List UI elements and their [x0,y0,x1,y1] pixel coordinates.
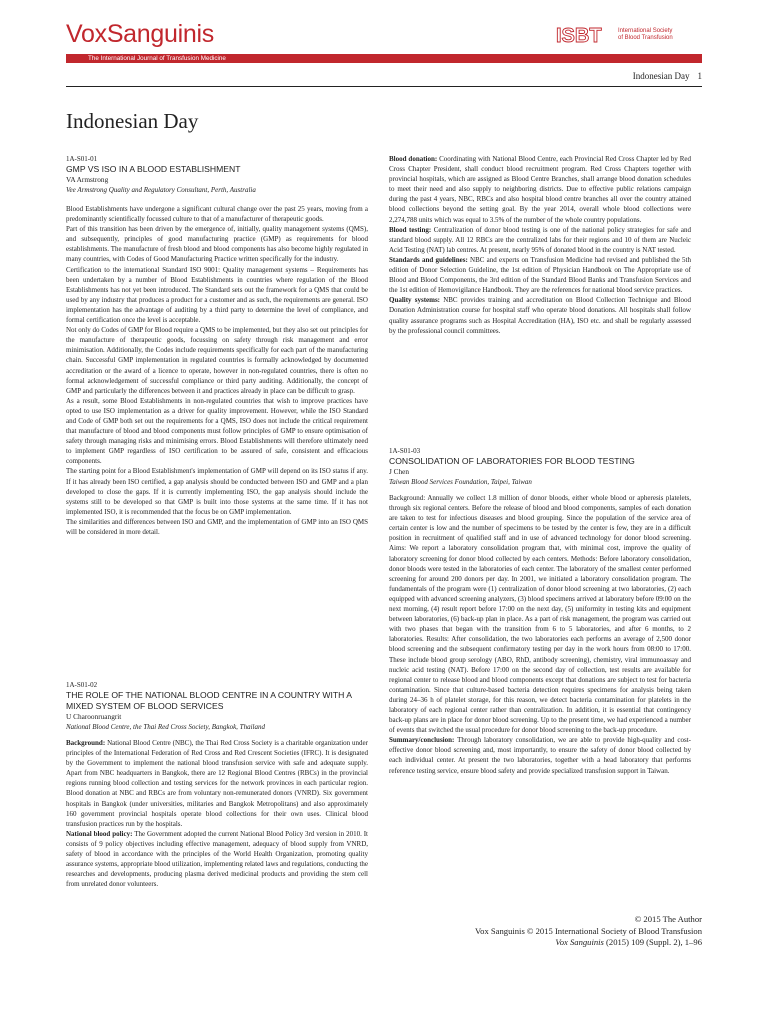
isbt-logo-text: ISBT [556,25,602,46]
masthead-bar [66,54,702,63]
page-number: 1 [697,71,702,81]
isbt-name-line1: International Society [618,28,673,34]
abstract-1 [66,154,368,537]
paragraph-lead: Summary/conclusion: [389,736,455,745]
abstract-2-continued [389,154,691,336]
logo-vox: Vox [66,20,107,48]
abstract-paragraph: As a result, some Blood Establishments in non-regulated countries that wish to improve practices have opted to use ISO implementation as a driver for quality improvement. However, while the ISO Standard and Code of GMP both set out the requirements for a QMS, ISO does not include the critical requirement that manufacture of blood and blood components must follow principles of GMP to ensure optimisation of safety through managing risks and minimising errors. Blood Establishments will therefore ultimately need to implement GMP regardless of ISO certification to be assured of safe, consistent and efficacious components. [66,396,368,466]
abstract-paragraph [66,738,368,829]
abstract-paragraph [66,829,368,890]
paragraph-text: NBC provides training and accreditation on Blood Collection Technique and Blood Donation Administration course for hospital staff who operate blood donations. All hospitals shall follow quality assurance programs such as Hospital Accreditation (HA), ISO etc. and shall be regularly assessed by the professional council committees. [389,296,691,335]
copyright-line: © 2015 The Author [634,914,702,924]
abstract-affiliation: National Blood Centre, the Thai Red Cross Society, Bangkok, Thailand [66,723,265,731]
journal-tagline: The International Journal of Transfusion Medicine [88,55,226,62]
abstract-paragraph: Not only do Codes of GMP for Blood require a QMS to be implemented, but they also set out principles for the manufacture of therapeutic goods, focussing on safety through risk management and error minimisation. Additionally, the Codes include requirements specifically for each part of the manufacturing chain. Successful GMP implementation in regulated countries is formally acknowledged by documented accreditation or the award of a licence to operate, however in non-regulated countries, there is often no formal acknowledgement of successful compliance or third party auditing. Additionally, the concept of GMP and particularly the differences between it and practices already in place can be difficult to grasp. [66,326,368,395]
paragraph-text: The Government adopted the current National Blood Policy 3rd version in 2010. It consists of 9 policy objectives including effective management, adequacy of blood supply from VNRD, safety of blood in accordance with the principles of the World Health Organization, promoting quality assurance systems, appropriate blood utilization, implementing related laws and regulations, conducting the researches and developments, producing plasma derived medicinal products and providing the stem cell from unrelated donor volunteers. [66,829,368,889]
abstract-paragraph [389,735,691,775]
copyright-footer [475,914,702,949]
paragraph-text: Coordinating with National Blood Centre, each Provincial Red Cross Chapter led by Red Cross Chapter President, shall conduct blood recruitment program. Red Cross Chapters together with provincial hospitals, which are assigned as Blood Centre Branches, shall arrange blood donation schedules to meet their need and also supply to neighboring districts. Due to effective public relations campaign during the past 4 years, NBC, RBCs and also hospital blood centre branches all over the country attained blood collections beyond the setting goal. By the year 2014, overall whole blood collections were 2,274,788 units which was equal to 3.5% of the number of the whole country populations. [389,155,691,224]
abstract-paragraph: Part of this transition has been driven by the emergence of, initially, quality management systems (QMS), and subsequently, principles of good manufacturing practice (GMP) as requirements for blood establishments. The manufacture of fresh blood and blood components has also become highly regulated in many countries, with Codes of Good Manufacturing Practice written specifically for the industry. [66,225,368,264]
citation-details: (2015) 109 (Suppl. 2), 1–96 [603,937,702,947]
paragraph-lead: Standards and guidelines: [389,255,468,264]
journal-copyright-line: Vox Sanguinis © 2015 International Society of Blood Transfusion [475,925,702,936]
paragraph-text: Background: Annually we collect 1.8 million of donor bloods, either whole blood or apheresis platelets, through six regional centers. Before the release of blood and blood components, samples of each donation are taken to test for infectious diseases and blood grouping. Since the population of the service area of certain center is low and the number of specimens to be tested by the center is few, they are in a difficult position in recruitment of qualified staff and in use of advanced technology for donor blood screening. Aims: We report a laboratory consolidation program that, with minimal cost, improve the quality of laboratory screening for donor blood collected by each centers. Methods: Before laboratory consolidation, donor bloods were tested in the laboratories of each center. The laboratory of the smallest center performed screening for around 200 donors per day. In 2001, we initiated a laboratory consolidation program. The fundamentals of the program were (1) centralization of donor blood screening at two laboratories, (2) each equipped with advanced screening analyzers, (3) blood specimens arrived at laboratory before 09:00 on the next morning, (4) result report before 17:00 on the next day, (5) uniformity in testing kits and equipment between laboratories, (6) back-up plan in place. As a part of risk management, the program was carried out with two phases that began with the transition from 6 to 5 laboratories, and after 6 months, to 2 laboratories. Results: After consolidation, the two laboratories each performs an average of 2,500 donor blood screening and the subsequent confirmatory testing per day in the work hours from 08:00 to 17:00. These include blood group serology (ABO, RhD, antibody screening), chemistry, viral immunoassay and nucleic acid testing (NAT). Before 17:00 on the second day of collection, test results are available for regional center to release blood and blood components except that donations are subject to test for bacteria contamination. Since that culture-based bacteria detection requires specimens for analysis being taken during 24–36 h of platelet storage, for this reason, we detect bacteria contamination for platelets in the laboratory of each regional center rather than centralization. In addition, it is essential that contingency back-up plans are in place for donor blood screening. Up to the present time, we had experienced a number of events that switched the usual procedure for donor blood screening to the back-up procedure. [389,494,691,735]
paragraph-lead: National blood policy: [66,829,133,838]
abstract-affiliation: Vee Armstrong Quality and Regulatory Consultant, Perth, Australia [66,186,256,194]
running-head [625,71,702,81]
abstract-title: THE ROLE OF THE NATIONAL BLOOD CENTRE IN A COUNTRY WITH A MIXED SYSTEM OF BLOOD SERVICES [66,690,352,711]
abstract-paragraph [389,255,691,295]
abstract-paragraph: The similarities and differences between ISO and GMP, and the implementation of GMP into an ISO QMS will be considered in more detail. [66,517,368,536]
isbt-logo [556,24,614,46]
paragraph-lead: Background: [66,739,106,747]
paragraph-text: Through laboratory consolidation, we are able to provide high-quality and cost-effective donor blood screening and, most importantly, to ensure the safety of donor blood collected by each individual center. At present the two laboratories, together with a head laboratory that performs reference testing service, ensure blood safety and provide specialized transfusion support in Taiwan. [389,736,691,775]
abstract-title: GMP VS ISO IN A BLOOD ESTABLISHMENT [66,164,241,174]
abstract-paragraph [389,225,691,255]
isbt-name-line2: of Blood Transfusion [618,35,673,41]
abstract-affiliation: Taiwan Blood Services Foundation, Taipei, Taiwan [389,478,532,486]
abstract-2 [66,680,368,889]
paragraph-lead: Blood testing: [389,225,432,234]
running-head-title: Indonesian Day [632,71,690,81]
abstract-code: 1A-S01-03 [389,447,421,455]
abstract-code: 1A-S01-02 [66,681,98,689]
abstract-3 [389,446,691,776]
logo-sanguinis: Sanguinis [106,20,214,48]
abstract-paragraph: Certification to the international Standard ISO 9001: Quality management systems – Requirements has been undertaken by a number of Blood Establishments in countries where regulation of the Blood Establishments has not yet been introduced. The Standard sets out the framework for a QMS that could be used by any industry that produces a product for a customer and as such, the requirements are general. ISO implementation has the advantage of auditing by a third party to determine the level of compliance, and formal certification once the level is acceptable. [66,265,368,325]
abstract-code: 1A-S01-01 [66,155,98,163]
journal-logo [66,22,214,47]
abstract-paragraph [389,154,691,225]
paragraph-text: National Blood Centre (NBC), the Thai Red Cross Society is a charitable organization under principles of the International Federation of Red Cross and Red Crescent Societies (IFRC). It is designated by the Government to implement the national blood transfusion service with safe and adequate supply. Apart from NBC headquarters in Bangkok, there are 12 Regional Blood Centres (RBCs) in the provincial regions running blood collection and testing services for the network provinces in each particular region. Blood donation at NBC and RBCs are from voluntary non-remunerated donors (VNRD). Six government hospitals in Bangkok (under universities, militaries and Bangkok Metropolitans) and also approximately 160 government provincial hospitals operate blood collections for their own uses. Clinical blood transfusion practices run by the hospitals. [66,739,368,828]
abstract-paragraph: Blood Establishments have undergone a significant cultural change over the past 25 years, moving from a predominantly scientifically focussed culture to that of a manufacturer of therapeutic goods. [66,205,368,224]
abstract-paragraph [389,295,691,335]
citation-line [475,937,702,949]
isbt-name [618,28,673,42]
page-title: Indonesian Day [66,109,199,133]
abstract-author: U Charoonruangrit [66,712,122,721]
paragraph-text: Centralization of donor blood testing is one of the national policy strategies for safe and standard blood supply. All 12 RBCs are the centralized labs for their regions and 10 of them are Nucleic Acid Testing (NAT) lab centres. At present, nearly 95% of donated blood in the country is NAT tested. [389,225,691,254]
header-rule [66,86,702,87]
abstract-author: VA Armstrong [66,175,109,184]
paragraph-lead: Quality systems: [389,296,441,305]
abstract-author: J Chen [389,467,410,476]
citation-journal: Vox Sanguinis [555,937,604,947]
abstract-paragraph [389,493,691,735]
paragraph-lead: Blood donation: [389,155,438,163]
paragraph-text: NBC and experts on Transfusion Medicine had revised and published the 5th edition of Donor Selection Guideline, the 1st edition of Physician Handbook on The Appropriate use of Blood and Blood Components, the 3rd edition of the Standard Blood Banks and Transfusion Services and the 1st edition of Hemovigilance Handbook. They are the references for national blood service practices. [389,255,691,295]
abstract-title: CONSOLIDATION OF LABORATORIES FOR BLOOD TESTING [389,456,635,466]
abstract-paragraph: The starting point for a Blood Establishment's implementation of GMP will depend on its ISO status if any. If it has already been ISO certified, a gap analysis should be conducted between ISO and GMP and a plan developed to close the gaps. If it is currently implementing ISO, the gap analysis should include the systems still to be developed so that GMP is built into those systems at the same time. If it has not implemented ISO, it is recommended that the focus be on GMP implementation. [66,467,368,516]
